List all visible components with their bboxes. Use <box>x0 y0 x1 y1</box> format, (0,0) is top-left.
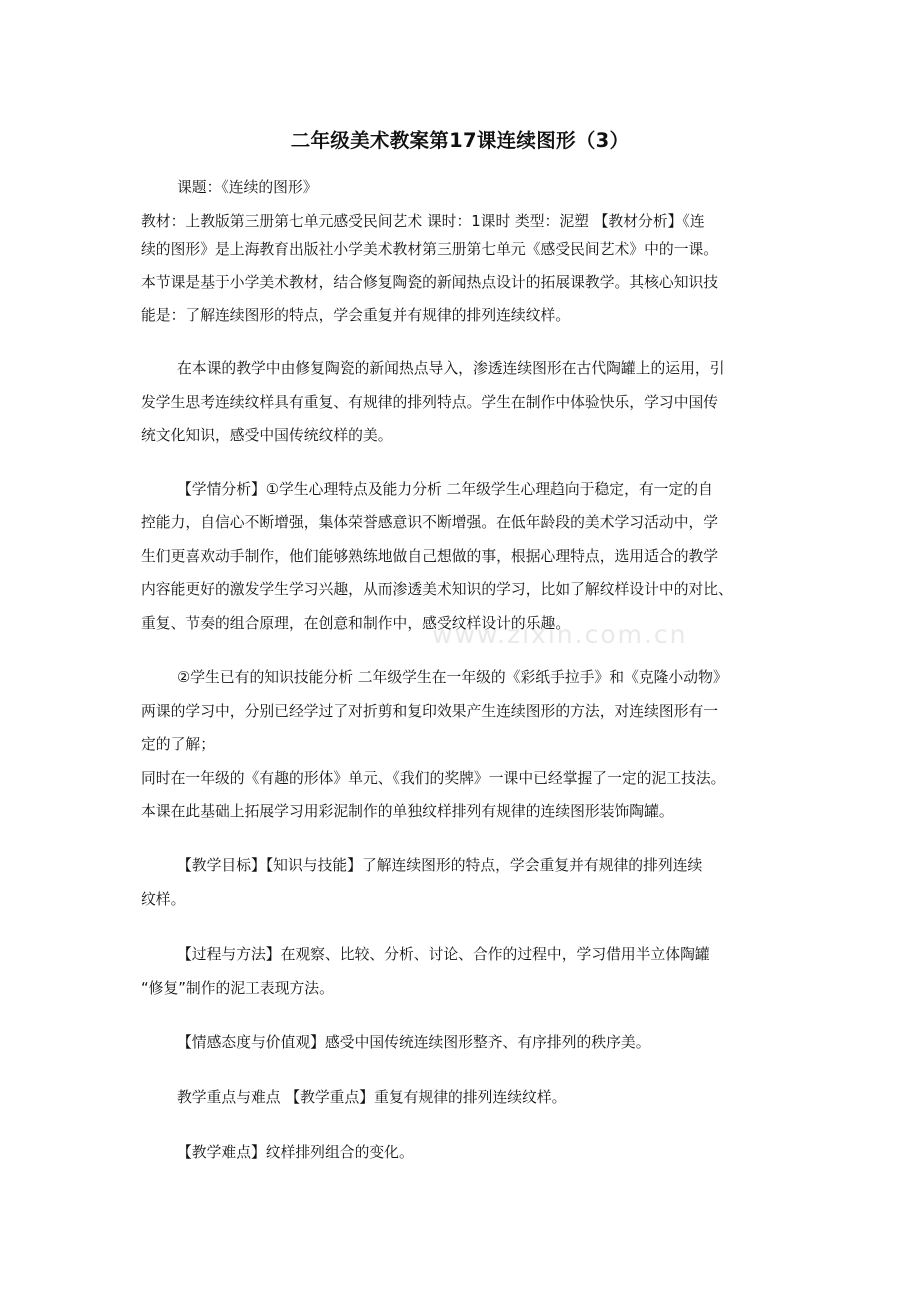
body-line: 课题：《连续的图形》 <box>177 179 318 196</box>
body-line: 【教学难点】纹样排列组合的变化。 <box>177 1144 414 1161</box>
document-title: 二年级美术教案第17课连续图形（3） <box>290 129 630 152</box>
body-line: 控能力，自信心不断增强，集体荣誉感意识不断增强。在低年龄段的美术学习活动中，学 <box>141 514 719 531</box>
body-line: 定的了解； <box>141 736 215 753</box>
watermark: www.zixin.com.cn <box>432 620 688 649</box>
body-line: 能是：了解连续图形的特点，学会重复并有规律的排列连续纹样。 <box>141 307 571 324</box>
body-line: 重复、节奏的组合原理，在创意和制作中，感受纹样设计的乐趣。 <box>141 615 571 632</box>
body-line: 内容能更好的激发学生学习兴趣，从而渗透美术知识的学习，比如了解纹样设计中的对比、 <box>141 581 733 598</box>
body-line: 教材：上教版第三册第七单元感受民间艺术 课时：1课时 类型：泥塑 【教材分析】《连 <box>141 213 705 230</box>
body-line: 本课在此基础上拓展学习用彩泥制作的单独纹样排列有规律的连续图形装饰陶罐。 <box>141 803 674 820</box>
body-line: 教学重点与难点 【教学重点】重复有规律的排列连续纹样。 <box>177 1089 567 1106</box>
body-line: ②学生已有的知识技能分析 二年级学生在一年级的《彩纸手拉手》和《克隆小动物》 <box>177 669 728 686</box>
body-line: 【过程与方法】在观察、比较、分析、讨论、合作的过程中，学习借用半立体陶罐 <box>177 946 710 963</box>
body-line: 【学情分析】①学生心理特点及能力分析 二年级学生心理趋向于稳定，有一定的自 <box>177 481 713 498</box>
body-line: 本节课是基于小学美术教材，结合修复陶瓷的新闻热点设计的拓展课教学。其核心知识技 <box>141 274 719 291</box>
body-line: 同时在一年级的《有趣的形体》单元、《我们的奖牌》一课中已经掌握了一定的泥工技法。 <box>141 770 726 787</box>
body-line: 发学生思考连续纹样具有重复、有规律的排列特点。学生在制作中体验快乐，学习中国传 <box>141 394 719 411</box>
body-line: 纹样。 <box>141 891 186 908</box>
body-line: “修复”制作的泥工表现方法。 <box>141 980 334 997</box>
body-line: 两课的学习中，分别已经学过了对折剪和复印效果产生连续图形的方法，对连续图形有一 <box>141 703 719 720</box>
body-line: 生们更喜欢动手制作，他们能够熟练地做自己想做的事，根据心理特点，选用适合的教学 <box>141 548 719 565</box>
body-line: 【情感态度与价值观】感受中国传统连续图形整齐、有序排列的秩序美。 <box>177 1034 651 1051</box>
body-line: 统文化知识，感受中国传统纹样的美。 <box>141 427 393 444</box>
body-line: 【教学目标】【知识与技能】了解连续图形的特点，学会重复并有规律的排列连续 <box>177 857 703 874</box>
body-line: 在本课的教学中由修复陶瓷的新闻热点导入，渗透连续图形在古代陶罐上的运用，引 <box>177 360 725 377</box>
body-line: 续的图形》是上海教育出版社小学美术教材第三册第七单元《感受民间艺术》中的一课。 <box>141 241 719 258</box>
